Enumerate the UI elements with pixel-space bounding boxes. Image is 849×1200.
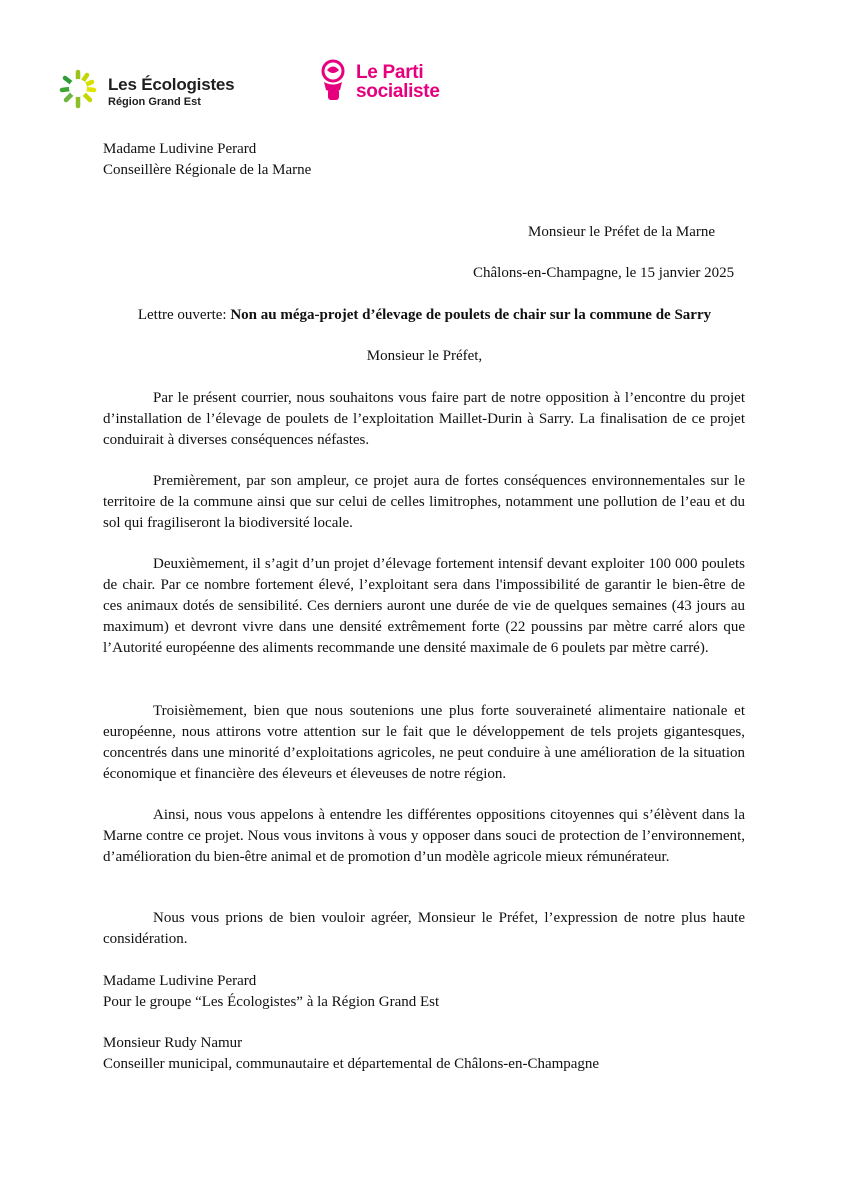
- signature-block: [103, 971, 439, 1013]
- body-paragraph: Troisièmement, bien que nous soutenions une plus forte souveraineté alimentaire nationale et européenne, nous attirons votre attention sur le fait que le développement de tels projets gigantesques, concentrés dans une minorité d’exploitations agricoles, ne peut conduire à une amélioration de la situation économique et financière des éleveurs et éleveuses de notre région.: [103, 703, 745, 782]
- body-paragraph: Par le présent courrier, nous souhaitons vous faire part de notre opposition à l’encontre du projet d’installation de l’élevage de poulets de l’exploitation Maillet-Durin à Sarry. La finalisation de ce projet conduirait à diverses conséquences néfastes.: [103, 390, 745, 448]
- rose-fist-icon: [316, 58, 352, 102]
- recipient: Monsieur le Préfet de la Marne: [528, 224, 716, 240]
- body-paragraph: Deuxièmement, il s’agit d’un projet d’élevage fortement intensif devant exploiter 100 000 poulets de chair. Par ce nombre fortement élevé, l’exploitant sera dans l'impossibilité de garantir le bien-être de ces animaux dotés de sensibilité. Ces derniers auront une durée de vie de quelques semaines (43 jours au maximum) et devront vivre dans une densité extrêmement forte (22 poussins par mètre carré alors que l’Autorité européenne des aliments recommande une densité maximale de 6 poulets par mètre carré).: [103, 556, 745, 656]
- ps-logo-line2: socialiste: [356, 81, 440, 102]
- body-paragraph: Premièrement, par son ampleur, ce projet aura de fortes conséquences environnementales sur le territoire de la commune ainsi que sur celui de celles limitrophes, notamment une pollution de l’eau et du sol qui fragiliseront la biodiversité locale.: [103, 473, 745, 531]
- signature-role: Pour le groupe “Les Écologistes” à la Région Grand Est: [103, 994, 440, 1010]
- signature-name: Madame Ludivine Perard: [103, 973, 257, 989]
- ecologistes-subtitle: Région Grand Est: [108, 96, 201, 108]
- ecologistes-logo: [56, 60, 256, 116]
- signature-block: [103, 1033, 599, 1075]
- subject-text: Non au méga-projet d’élevage de poulets de chair sur la commune de Sarry: [230, 307, 712, 323]
- closing-paragraph: Nous vous prions de bien vouloir agréer, Monsieur le Préfet, l’expression de notre plus haute considération.: [103, 910, 745, 947]
- subject-prefix: Lettre ouverte:: [137, 307, 231, 323]
- signature-name: Monsieur Rudy Namur: [103, 1035, 243, 1051]
- body-paragraph: Ainsi, nous vous appelons à entendre les différentes oppositions citoyennes qui s’élèvent dans la Marne contre ce projet. Nous vous invitons à vous y opposer dans souci de protection de l’environnement, d’amélioration du bien-être animal et de promotion d’un modèle agricole mieux rémunérateur.: [103, 807, 745, 865]
- ps-logo-line1: Le Parti: [356, 62, 424, 83]
- subject-line: [0, 305, 849, 326]
- sun-rays-icon: [56, 60, 104, 116]
- ecologistes-title: Les Écologistes: [108, 75, 235, 94]
- salutation: Monsieur le Préfet,: [366, 348, 483, 364]
- sender-block: [103, 139, 311, 181]
- sender-name: Madame Ludivine Perard: [103, 141, 257, 157]
- ps-logo: [316, 58, 466, 108]
- sender-title: Conseillère Régionale de la Marne: [103, 162, 312, 178]
- signature-role: Conseiller municipal, communautaire et départemental de Châlons-en-Champagne: [103, 1056, 600, 1072]
- date-line: Châlons-en-Champagne, le 15 janvier 2025: [473, 265, 735, 281]
